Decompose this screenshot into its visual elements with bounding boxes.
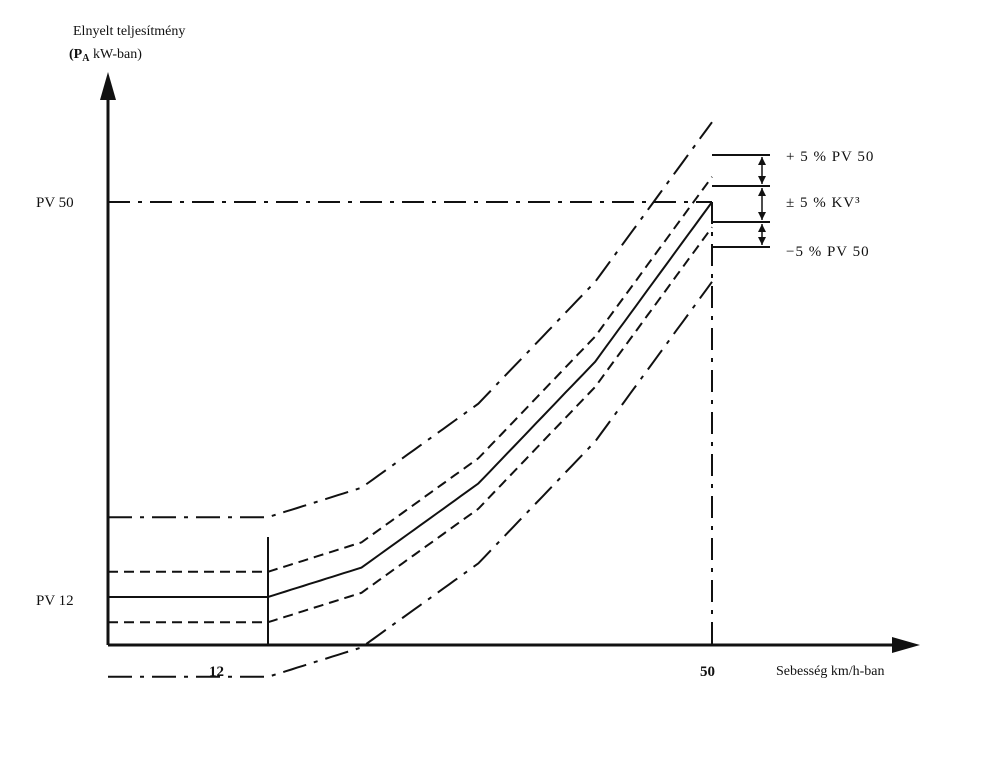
tolerance-label-plus5-pv50: + 5 % PV 50 bbox=[786, 149, 875, 165]
tolerance-label-minus5-pv50: −5 % PV 50 bbox=[786, 244, 870, 260]
curves-group bbox=[108, 122, 712, 677]
pv-lower-tolerance-curve bbox=[108, 282, 712, 677]
x-axis-arrow bbox=[892, 637, 920, 653]
y-tick-label-pv50: PV 50 bbox=[36, 195, 74, 211]
pv-upper-tolerance-curve bbox=[108, 122, 712, 517]
kv3-upper-curve bbox=[108, 177, 712, 572]
y-axis-title-line1: Elnyelt teljesítmény bbox=[73, 24, 186, 39]
y-axis-arrow bbox=[100, 72, 116, 100]
y-axis-title-line2: ($P_A$ kW-ban) bbox=[69, 47, 142, 64]
tolerance-label-kv3: ± 5 % KV³ bbox=[786, 195, 861, 211]
kv3-lower-curve bbox=[108, 227, 712, 622]
kv3-nominal-curve bbox=[108, 202, 712, 597]
x-tick-label-50: 50 bbox=[700, 664, 715, 680]
y-tick-label-pv12: PV 12 bbox=[36, 593, 74, 609]
x-tick-label-12: 12 bbox=[209, 664, 224, 680]
tolerance-dimension-arrows bbox=[758, 157, 766, 245]
x-axis-title: Sebesség km/h-ban bbox=[776, 664, 885, 679]
